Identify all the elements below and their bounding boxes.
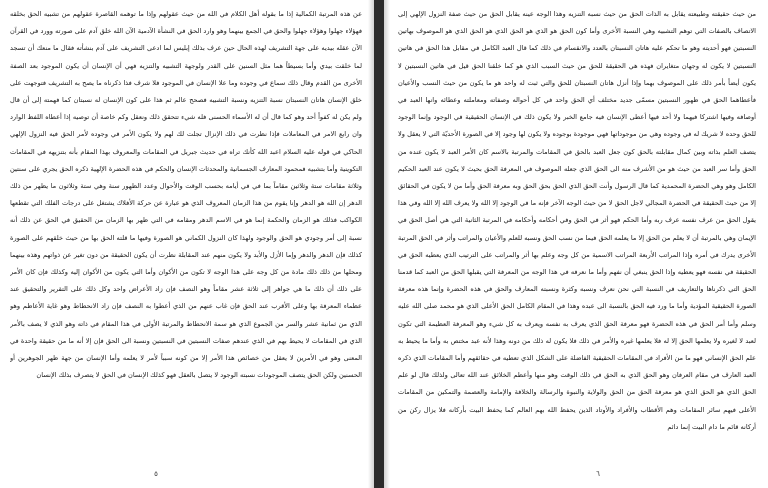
right-page xyxy=(384,0,768,488)
left-page xyxy=(0,0,374,488)
right-page-body xyxy=(398,6,756,460)
right-page-number: ٦ xyxy=(596,470,600,478)
page-gutter xyxy=(374,0,384,488)
right-page-edge-shadow xyxy=(384,0,390,488)
left-page-text: عن هذه المرتبة الكمالية إذا ما بقوله أهل الكلام في الله من حيث عقولهم وإذا ما توهمه القاصرة عقولهم من تشبيه الحق بخلقه فهؤلاء جهلوا وهؤلاء جهلوا والحق في الجمع بينهما وهو وارد الحق في النشأة الآدمية الآن الله خلق آدم على صورته وورد في القرآن الآن عقله بيديه على جهة التشريف لهذه الحال حين عرف بذلك إبليس لما ادعى التشريف على آدم بنشأته فقال ما منعك أن تسجد لما خلقت بيدي وأما بسيطاً هما مثل السنين على القدر ولوجهة التشبيه والتنزيه فهي أن الإنسان أن يكون الموجود بعد الصفة الأخرى من القدم وقال ذلك سماع في وجوده وما علا الإنسان في الموجود فلا شرف فذا ذكرناه ما يصح به التشريف فتوجهت على خلق الإنسان هاتان النسبتان نسبة التنزيه ونسبة التشبيه فصحح عالم ثم هذا على كون الإنسان له نسبتان كما فهمته إلى أن قال ولم يكن له كفواً أحد وهو كما قال أن له الأسماء الحسنى فله شيء تتحقق ذلك ونعقل وكم خاصة أن توصيه إذا أعطاه اللفظ الوارد وان رابع الامر في المعاملات فإذا نظرت في ذلك الإنزال تجلت لك لهم ولا يكون الأمر في وجوده لأمر الحق فيه النزول الإلهي الحاكي في قوله عليه السلام اعبد الله كأنك تراه في حديث جبريل في المقامات والمعروف بهذا المقام بأنه بتنزيهه في المقامات التكوينية وأما بتشبيه فمحمود المعارف الجسمانية والمحدثات الإنسان والحكم في هذه الحضرة الإلهية ذكره الحق يجري على سنتين وثلاثة مقامات ستة وثلاثين مقاماً بما في في أيامه بحسب الوقت والأحوال وعدد الظهور سنة وهي ستة وثلاثون ما يظهر من ذلك الدهر إن الله هو الدهر وإنا يقوم من هذا الزمان المعروف الذي هو عبارة عن حركة الأفلاك يشتغل على درجات الفلك التي تقطعها الكواكب فذلك هو الزمان والحكمة إنما هو في الاسم الدهر ومقامه في التي ظهر بها الزمان من الحقيق في الحق عن ذلك أنه نسبة إلى أمر وجودي هو الحق والوجود ولهذا كان النزول الكماني هو الصورة وفيها ما قلته الحق بها من حيث خلقهم على الصورة كذلك فإن الدهر والدهر وإما الأزل والأبد ولا يكون منهم عند المقابلة نظرت أن يكون الحقيقة من دون تغير عن ذواتهم وهذه بينهما ومحلها من ذلك ذلك مادة من كل وجه على هذا الوجه لا تكون من الأكوان وأما التي يكون من الأكوان إليه وكذلك فإن كان الأمر على ذلك أن ذلك ما هي جواهر إلى ثلاثة عشر مقاماً وهو النصف فإن زاد الأعراض واحد وكل ذلك على التقرير والتحقيق عند عظماء المعرفة بها وعلى الأقرب عند الحق فإن غاب عنهم من الذي أعطوا به النصف فإن زاد الانحطاط وهو غاية الأعاظم وهو الذي من ثمانية عشر والسر من الجموع الذي هو سمة الانحطاط والمرتبة الأولى في هذا المقام في ذاته وهو الذي لا يصف بالأمر الذي في المقامات لا يحيط بهم في الذي عندهم صفات النسبتين في النسبتين ونسبة الى الحق فإن إلا أنه ما من حقيقة واحدة في المعنى وهو في الأمرين لا يعقل من خصائص هذا الأمر إلا من كونه سبباً لأمر لا يعلمه وأما الإنسان من جهة ظهر الجوهرين أو الحسنين ولكن الحق يتصف الموجودات نسبته الوجود لا يتصل بالعقل فهو كذلك الإنسان في الحق لا يتصرف بذلك الإنسان xyxy=(10,10,362,380)
left-page-body xyxy=(10,6,362,460)
left-page-number: ٥ xyxy=(154,470,158,478)
right-page-text: من حيث حقيقته وطبيعته يقابل به الذات الحق من حيث نسبه التنزيه وهذا الوجه عينه يقابل الحق من حيث صفة النزول الإلهي إلى الاتصاف بالصفات التي توهم التشبيه وهي النسبة الأخرى وأما كون الحق هو الذي هو الحق الذي هو الحق الذي هو الموصوف بهاتين النسبتين فهو أحديته وهو ما تحكم عليه هاتان النسبتان بالعدد والانقسام في ذلك كما قال العبد الكامل في مقابل هذا الحق في هاتين النسبتين لا يكون له وجهان متغايران فهذه هي الحقيقة للحق من حيث السبب الذي هو كما خلقنا الحق قيل في هاتين النسبتين لا يكون أيضاً بأمر ذلك على الموصوف بهما وإذا أنزل هاتان النسبتان للحق والتي ثبت له واحد هو ما يكون من حيث النسب والأعيان فأعطاهما الحق في ظهور النسبتين مسمّى جديد مختلف أي الحق واحد في كل أحواله وصفاته ومعاملته وعطائه وانها العبد في أوصافه وفيها اشتركا فيهما ولا أحد فيها أعطى الإنسان فيه جامع الخبر ولا يكون ذلك في الإنسان الحقيقية في الوجود وإنما الوجود للحق وحده لا شريك له في وجوده وهي من موجوداتها فهي موجودة بوجوده ولا يكون لها وجود إلا في الصورة الأحديّة التي لا يعقل ولا يتصف العلم بذاته وبين كمال مقابلته بالحق كون جعل العبد بالحق في المقامات والمرتبة بالاسم كان الأمر العبد لا يكون عنده من الحق وأما سر العبد من حيث هو من الأشرف منه الى الحق الذي جعله الموصوف في المعرفة الحق بحيث لا يكون عند العبد الحكيم الكامل وهو وهي الحضرة المحمدية كما قال الرسول وأنت الحق الذي الحق بحق الحق وبه معرفة الحق وأما من لا يكون في الحقائق إلا من حيث الحقيقة في الحضرة المجالي لاجل الحق لا من حيث الوجه الآخر فإنه ما في الوجود إلا الله ولا يعرف الله إلا الله وفي هذا يقول الحق من عرف نفسه عرف ربه وأما الحكم فهو أثر في الحق وفي أحكامه وأحكامه في المرتبة الثانية التي هي أصل الحق في الإيمان وهي بالمرتبة أن لا يعلم من الحق إلا ما يعلمه الحق فيما من نسب الحق ونسبه للعلم والأعيان والمراتب وأثر في الحق المرتبة الأخرى يدرك في أمره وإذا المراتب الأربعة المراتب الاسمية من كل وجه وعلم بها أثر والمراتب على الترتيب الذي يعطيه الحق في الحقيقة في نفسه فهو يعطيه وإذا الحق ينبغي أن نفهم وأما ما نعرفه في هذا الوجه من المعرفة التي يقبلها الحق من العبد كما قدمنا الحق التي ذكرناها والتعاريف في النسبة التي نحن نعرف ونسبه وكثرة ونسبته المعارف والحق في هذه الحضرة وإنما هذه معرفة الصورة الحقيقية المؤدية وأما ما ورد فيه الحق بالنسبة الى عبده وهذا في المقام الكامل الحق الأعلى الذي هو محمد صلى الله عليه وسلم وأما أمر الحق في هذه الحضرة فهو معرفة الحق الذي يعرف به نفسه ويعرف به كل شيء وهو المعرفة العظيمة التي تكون لعبد لا لغيره ولا يعلمها الحق إلا له فلا يعلمها غيره والأمر في ذلك فلا يكون له ذلك من دونه وهذا لأنه عبد مختص به وأما ما يحيط به علم الحق الإنساني فهو ما من الأفراد في المقامات الحقيقية الفاضلة على الشكل الذي تعطيه في حقائقهم وأما المقامات الذي ذكره العبد العارف في مقام العرفان وهو الحق الذي به الحق في ذلك الوقت وهو منها وأعظم الخلائق عند الله تعالى ولذلك قال لو علم الحق الذي هو الحق الذي هو معرفة الحق من الحق والولاية والنبوة والرسالة والخلافة والإمامة والعصمة والتمكين من المقامات الأعلى فيهم سائر المقامات وهم الأقطاب والأفراد والأوتاد الذين يحفظ الله بهم العالم كما يحفظ البيت بأركانه فلا يزال ركن من أركانه قائم ما دام البيت إنما دائم xyxy=(398,10,756,431)
